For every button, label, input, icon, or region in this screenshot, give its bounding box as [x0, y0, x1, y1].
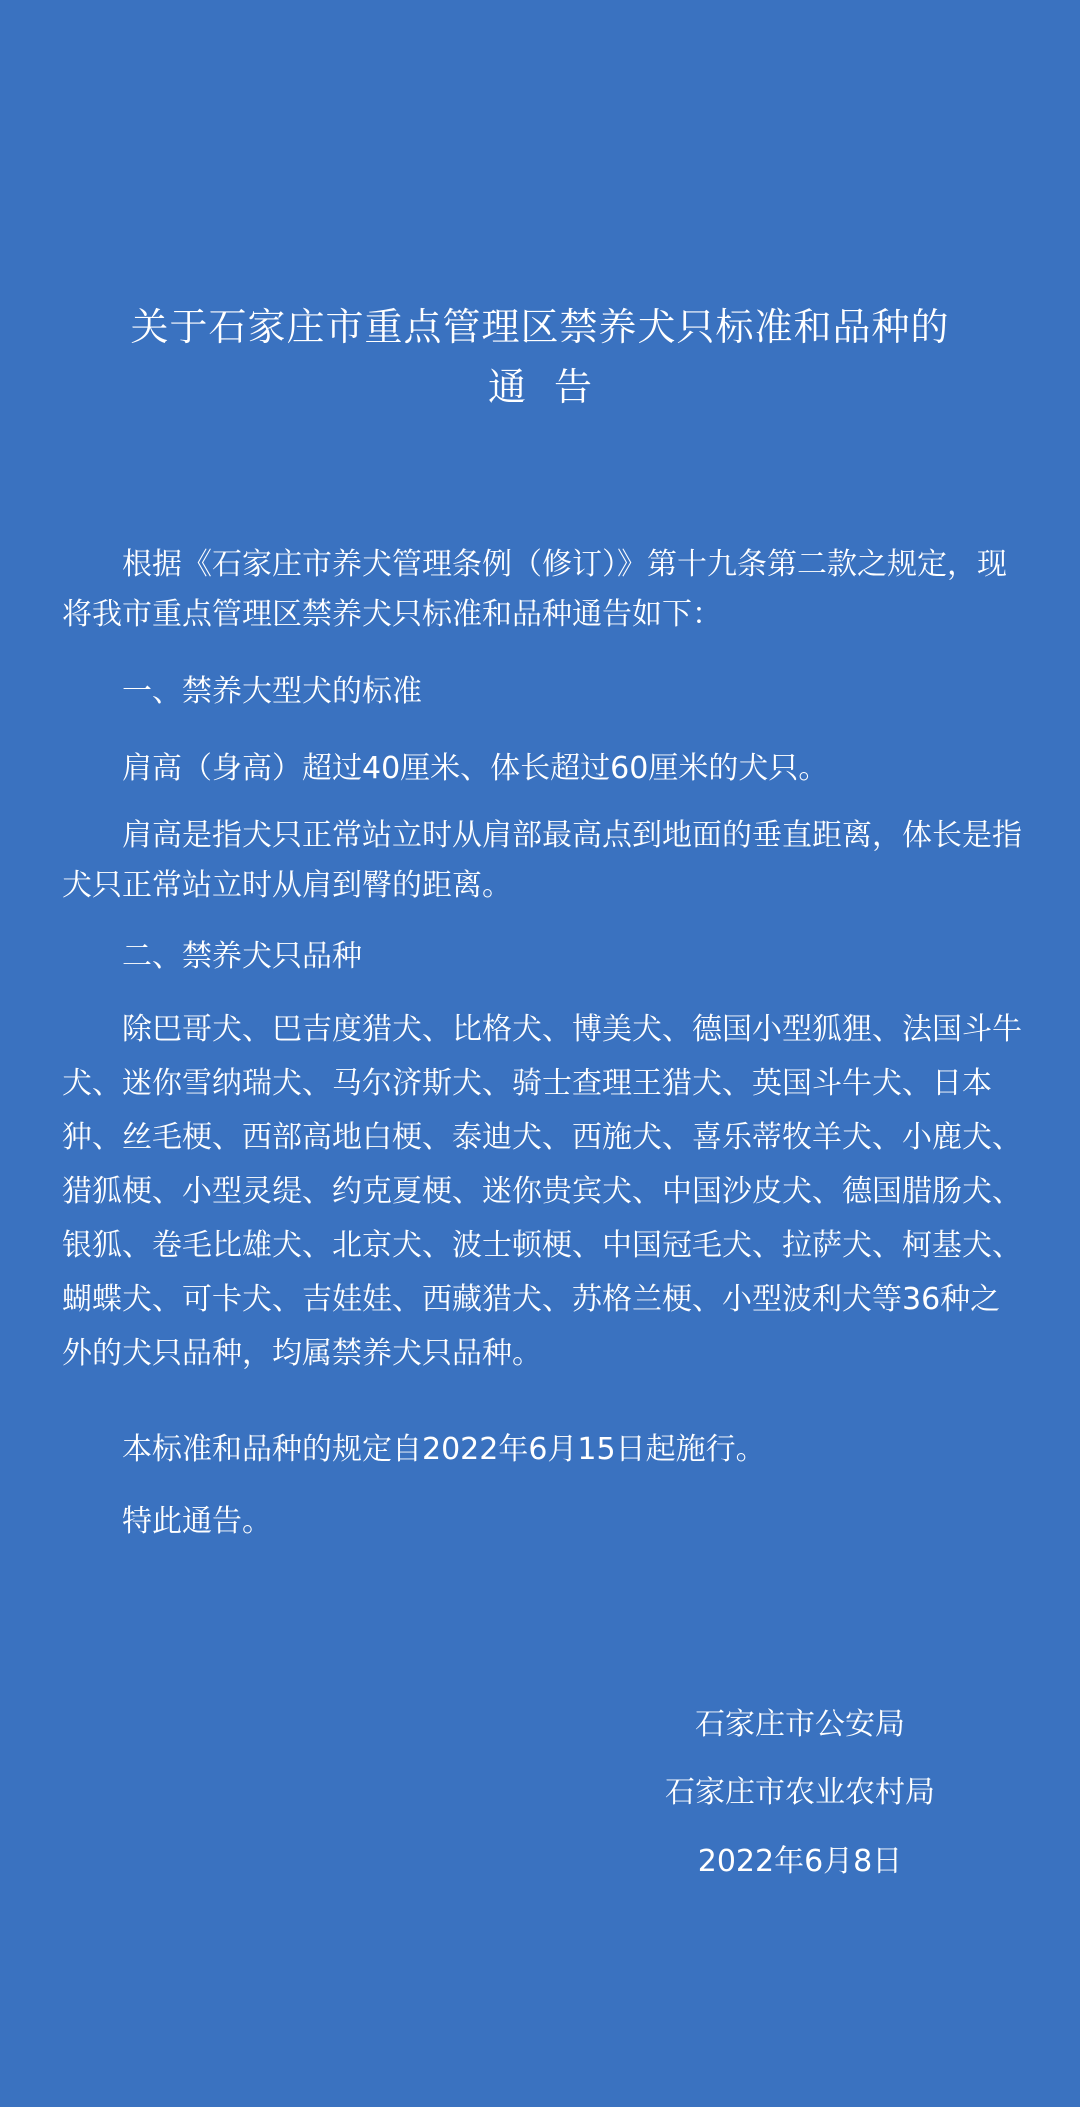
intro-paragraph: 根据《石家庄市养犬管理条例（修订）》第十九条第二款之规定，现将我市重点管理区禁养犬只标准和品种通告如下：	[62, 547, 1007, 632]
notice-title-line2: 通告	[487, 365, 620, 409]
issuer-agriculture: 石家庄市农业农村局	[665, 1775, 935, 1810]
effective-date-paragraph: 本标准和品种的规定自2022年6月15日起施行。	[122, 1432, 766, 1467]
section2-heading: 二、禁养犬只品种	[122, 939, 362, 974]
closing-paragraph: 特此通告。	[122, 1504, 272, 1539]
section1-heading: 一、禁养大型犬的标准	[122, 674, 422, 709]
issue-date: 2022年6月8日	[697, 1844, 903, 1879]
issuer-public-security: 石家庄市公安局	[695, 1707, 905, 1742]
notice-title-line1: 关于石家庄市重点管理区禁养犬只标准和品种的	[130, 305, 950, 349]
section1-standard: 肩高（身高）超过40厘米、体长超过60厘米的犬只。	[122, 751, 829, 786]
section1-definition: 肩高是指犬只正常站立时从肩部最高点到地面的垂直距离，体长是指犬只正常站立时从肩到臀的距离。	[62, 818, 1022, 903]
section2-breed-list: 除巴哥犬、巴吉度猎犬、比格犬、博美犬、德国小型狐狸、法国斗牛犬、迷你雪纳瑞犬、马尔济斯犬、骑士查理王猎犬、英国斗牛犬、日本狆、丝毛梗、西部高地白梗、泰迪犬、西施犬、喜乐蒂牧羊犬、小鹿犬、猎狐梗、小型灵缇、约克夏梗、迷你贵宾犬、中国沙皮犬、德国腊肠犬、银狐、卷毛比雄犬、北京犬、波士顿梗、中国冠毛犬、拉萨犬、柯基犬、蝴蝶犬、可卡犬、吉娃娃、西藏猎犬、苏格兰梗、小型波利犬等36种之外的犬只品种，均属禁养犬只品种。	[62, 1012, 1022, 1371]
